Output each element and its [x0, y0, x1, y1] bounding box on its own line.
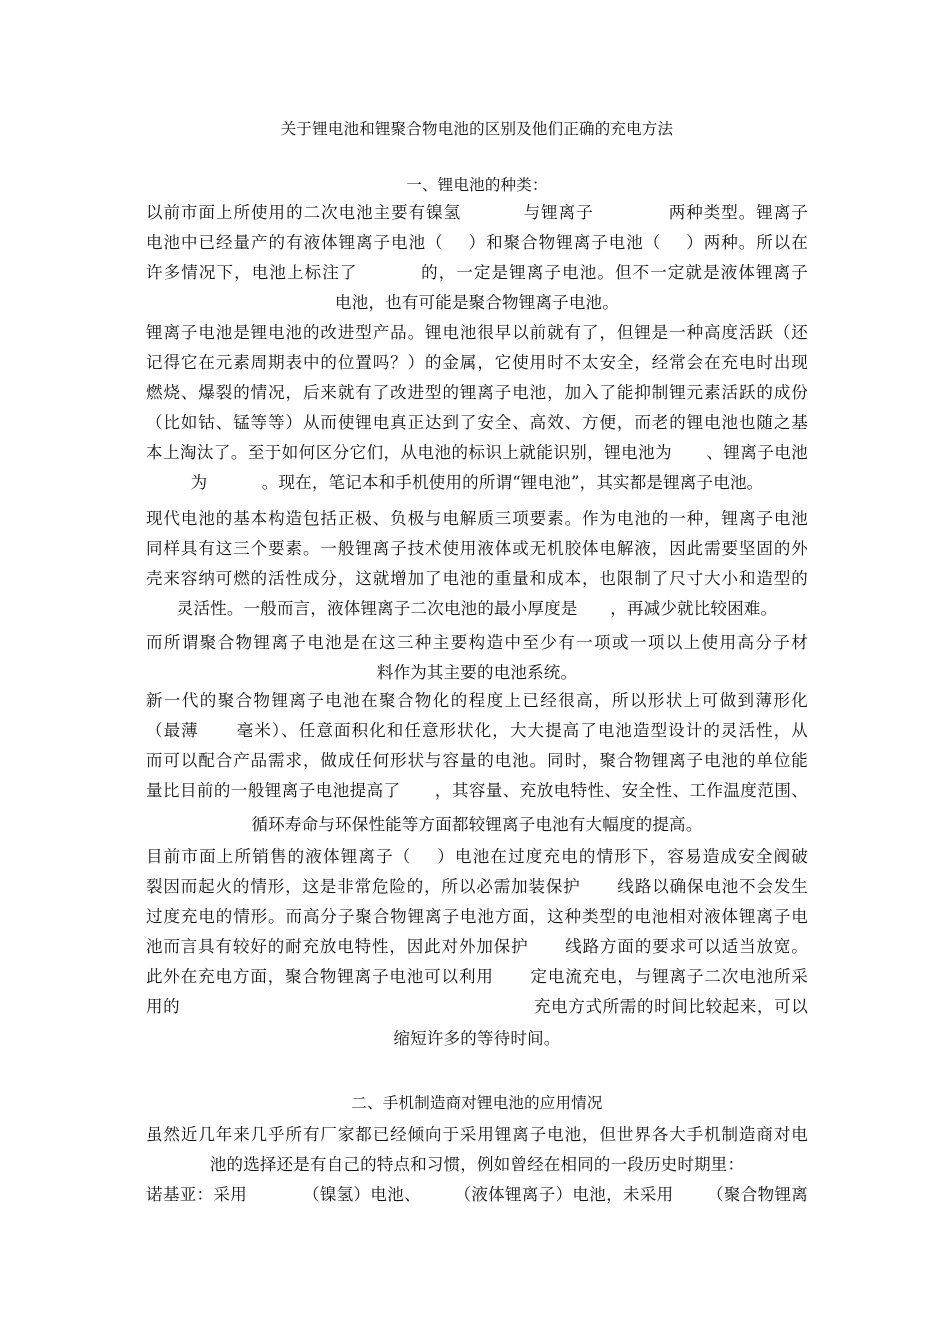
paragraph-line: 目前市面上所销售的液体锂离子（ ）电池在过度充电的情形下，容易造成安全阀破 — [146, 847, 808, 866]
paragraph-line: 现代电池的基本构造包括正极、负极与电解质三项要素。作为电池的一种，锂离子电池 — [146, 509, 808, 528]
paragraph-line: 壳来容纳可燃的活性成分，这就增加了电池的重量和成本，也限制了尺寸大小和造型的 — [146, 569, 808, 588]
paragraph-line: 燃烧、爆裂的情况，后来就有了改进型的锂离子电池，加入了能抑制锂元素活跃的成份 — [146, 383, 808, 402]
paragraph-line: 而所谓聚合物锂离子电池是在这三种主要构造中至少有一项或一项以上使用高分子材 — [146, 633, 808, 652]
paragraph-line: 缩短许多的等待时间。 — [393, 1029, 561, 1048]
paragraph-line: 池而言具有较好的耐充放电特性，因此对外加保护 线路方面的要求可以适当放宽。 — [146, 937, 808, 956]
paragraph-line: 为 。现在，笔记本和手机使用的所谓“锂电池”，其实都是锂离子电池。 — [190, 473, 764, 492]
paragraph-line: 电池，也有可能是聚合物锂离子电池。 — [335, 293, 619, 312]
paragraph-line: 许多情况下，电池上标注了 的，一定是锂离子电池。但不一定就是液体锂离子 — [146, 263, 808, 282]
paragraph-line: 诺基亚：采用 （镍氢）电池、 （液体锂离子）电池，未采用 （聚合物锂离 — [146, 1185, 808, 1204]
paragraph-line: 量比目前的一般锂离子电池提高了 ，其容量、充放电特性、安全性、工作温度范围、 — [146, 781, 808, 800]
paragraph-line: 循环寿命与环保性能等方面都较锂离子电池有大幅度的提高。 — [251, 815, 703, 834]
paragraph-line: 电池中已经量产的有液体锂离子电池（ ）和聚合物锂离子电池（ ）两种。所以在 — [146, 233, 808, 252]
paragraph-line: （最薄 毫米）、任意面积化和任意形状化，大大提高了电池造型设计的灵活性，从 — [146, 721, 808, 740]
paragraph-line: （比如钴、锰等等）从而使锂电真正达到了安全、高效、方便，而老的锂电池也随之基 — [146, 413, 808, 432]
section-heading-2: 二、手机制造商对锂电池的应用情况 — [351, 1094, 603, 1112]
paragraph-line: 同样具有这三个要素。一般锂离子技术使用液体或无机胶体电解液，因此需要坚固的外 — [146, 539, 808, 558]
paragraph-line: 虽然近几年来几乎所有厂家都已经倾向于采用锂离子电池，但世界各大手机制造商对电 — [146, 1125, 808, 1144]
paragraph-line: 而可以配合产品需求，做成任何形状与容量的电池。同时，聚合物锂离子电池的单位能 — [146, 751, 808, 770]
paragraph-line: 以前市面上所使用的二次电池主要有镍氢 与锂离子 两种类型。锂离子 — [146, 203, 808, 222]
paragraph-line: 本上淘汰了。至于如何区分它们，从电池的标识上就能识别，锂电池为 、锂离子电池 — [146, 443, 808, 462]
paragraph-line: 记得它在元素周期表中的位置吗？）的金属，它使用时不太安全，经常会在充电时出现 — [146, 353, 808, 372]
paragraph-line: 料作为其主要的电池系统。 — [376, 663, 578, 682]
paragraph-line: 锂离子电池是锂电池的改进型产品。锂电池很早以前就有了，但锂是一种高度活跃（还 — [146, 323, 808, 342]
paragraph-line: 此外在充电方面，聚合物锂离子电池可以利用 定电流充电，与锂离子二次电池所采 — [146, 967, 808, 986]
paragraph-line: 过度充电的情形。而高分子聚合物锂离子电池方面，这种类型的电池相对液体锂离子电 — [146, 907, 808, 926]
paragraph-line: 用的 充电方式所需的时间比较起来，可以 — [146, 997, 808, 1016]
paragraph-line: 池的选择还是有自己的特点和习惯，例如曾经在相同的一段历史时期里： — [209, 1155, 745, 1174]
paragraph-line: 新一代的聚合物锂离子电池在聚合物化的程度上已经很高，所以形状上可做到薄形化 — [146, 691, 808, 710]
document-title: 关于锂电池和锂聚合物电池的区别及他们正确的充电方法 — [280, 120, 674, 138]
paragraph-line: 裂因而起火的情形，这是非常危险的，所以必需加装保护 线路以确保电池不会发生 — [146, 877, 808, 896]
paragraph-line: 灵活性。一般而言，液体锂离子二次电池的最小厚度是 ，再减少就比较困难。 — [176, 599, 778, 618]
section-heading-1: 一、锂电池的种类： — [406, 176, 548, 194]
